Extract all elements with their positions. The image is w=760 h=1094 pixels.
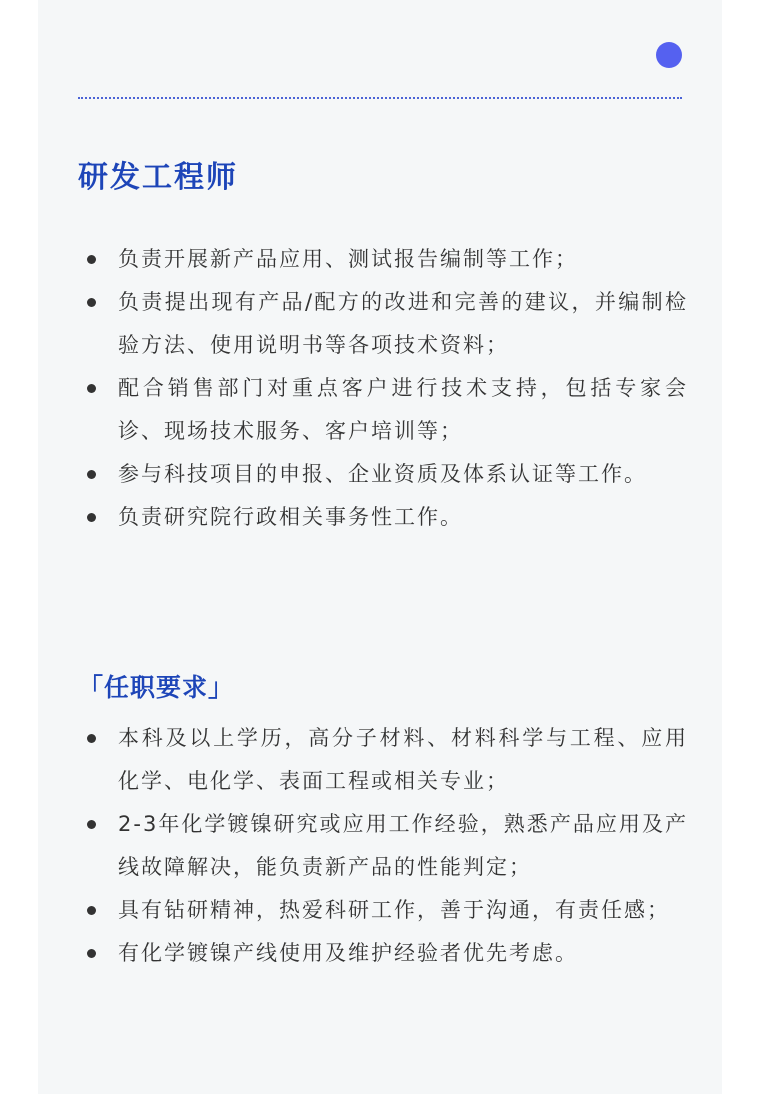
job-title: 研发工程师 [78,160,238,195]
list-item [78,932,688,975]
duty-text: 配合销售部门对重点客户进行技术支持，包括专家会诊、现场技术服务、客户培训等； [118,376,688,443]
requirement-text: 具有钻研精神，热爱科研工作，善于沟通，有责任感； [118,898,670,922]
duty-text: 负责开展新产品应用、测试报告编制等工作； [118,247,578,271]
duty-text: 负责研究院行政相关事务性工作。 [118,505,463,529]
requirement-text: 有化学镀镍产线使用及维护经验者优先考虑。 [118,941,578,965]
bullet-icon [87,949,96,958]
requirement-text: 2-3年化学镀镍研究或应用工作经验，熟悉产品应用及产线故障解决，能负责新产品的性能判定； [118,812,688,879]
bullet-icon [87,255,96,264]
bullet-icon [87,513,96,522]
list-item [78,496,688,539]
list-item [78,453,688,496]
bullet-icon [87,470,96,479]
list-item [78,889,688,932]
list-item [78,238,688,281]
decorative-dot-icon [656,42,682,68]
duty-text: 参与科技项目的申报、企业资质及体系认证等工作。 [118,462,647,486]
bullet-icon [87,298,96,307]
job-card [38,0,722,1094]
list-item [78,717,688,803]
list-item [78,803,688,889]
list-item [78,281,688,367]
list-item [78,367,688,453]
requirements-heading: 「任职要求」 [78,673,235,702]
requirements-list [78,717,688,975]
dotted-divider [78,97,682,99]
duty-text: 负责提出现有产品/配方的改进和完善的建议，并编制检验方法、使用说明书等各项技术资料； [118,290,688,357]
bullet-icon [87,734,96,743]
bullet-icon [87,820,96,829]
bullet-icon [87,384,96,393]
bullet-icon [87,906,96,915]
duties-list [78,238,688,539]
requirement-text: 本科及以上学历，高分子材料、材料科学与工程、应用化学、电化学、表面工程或相关专业； [118,726,688,793]
